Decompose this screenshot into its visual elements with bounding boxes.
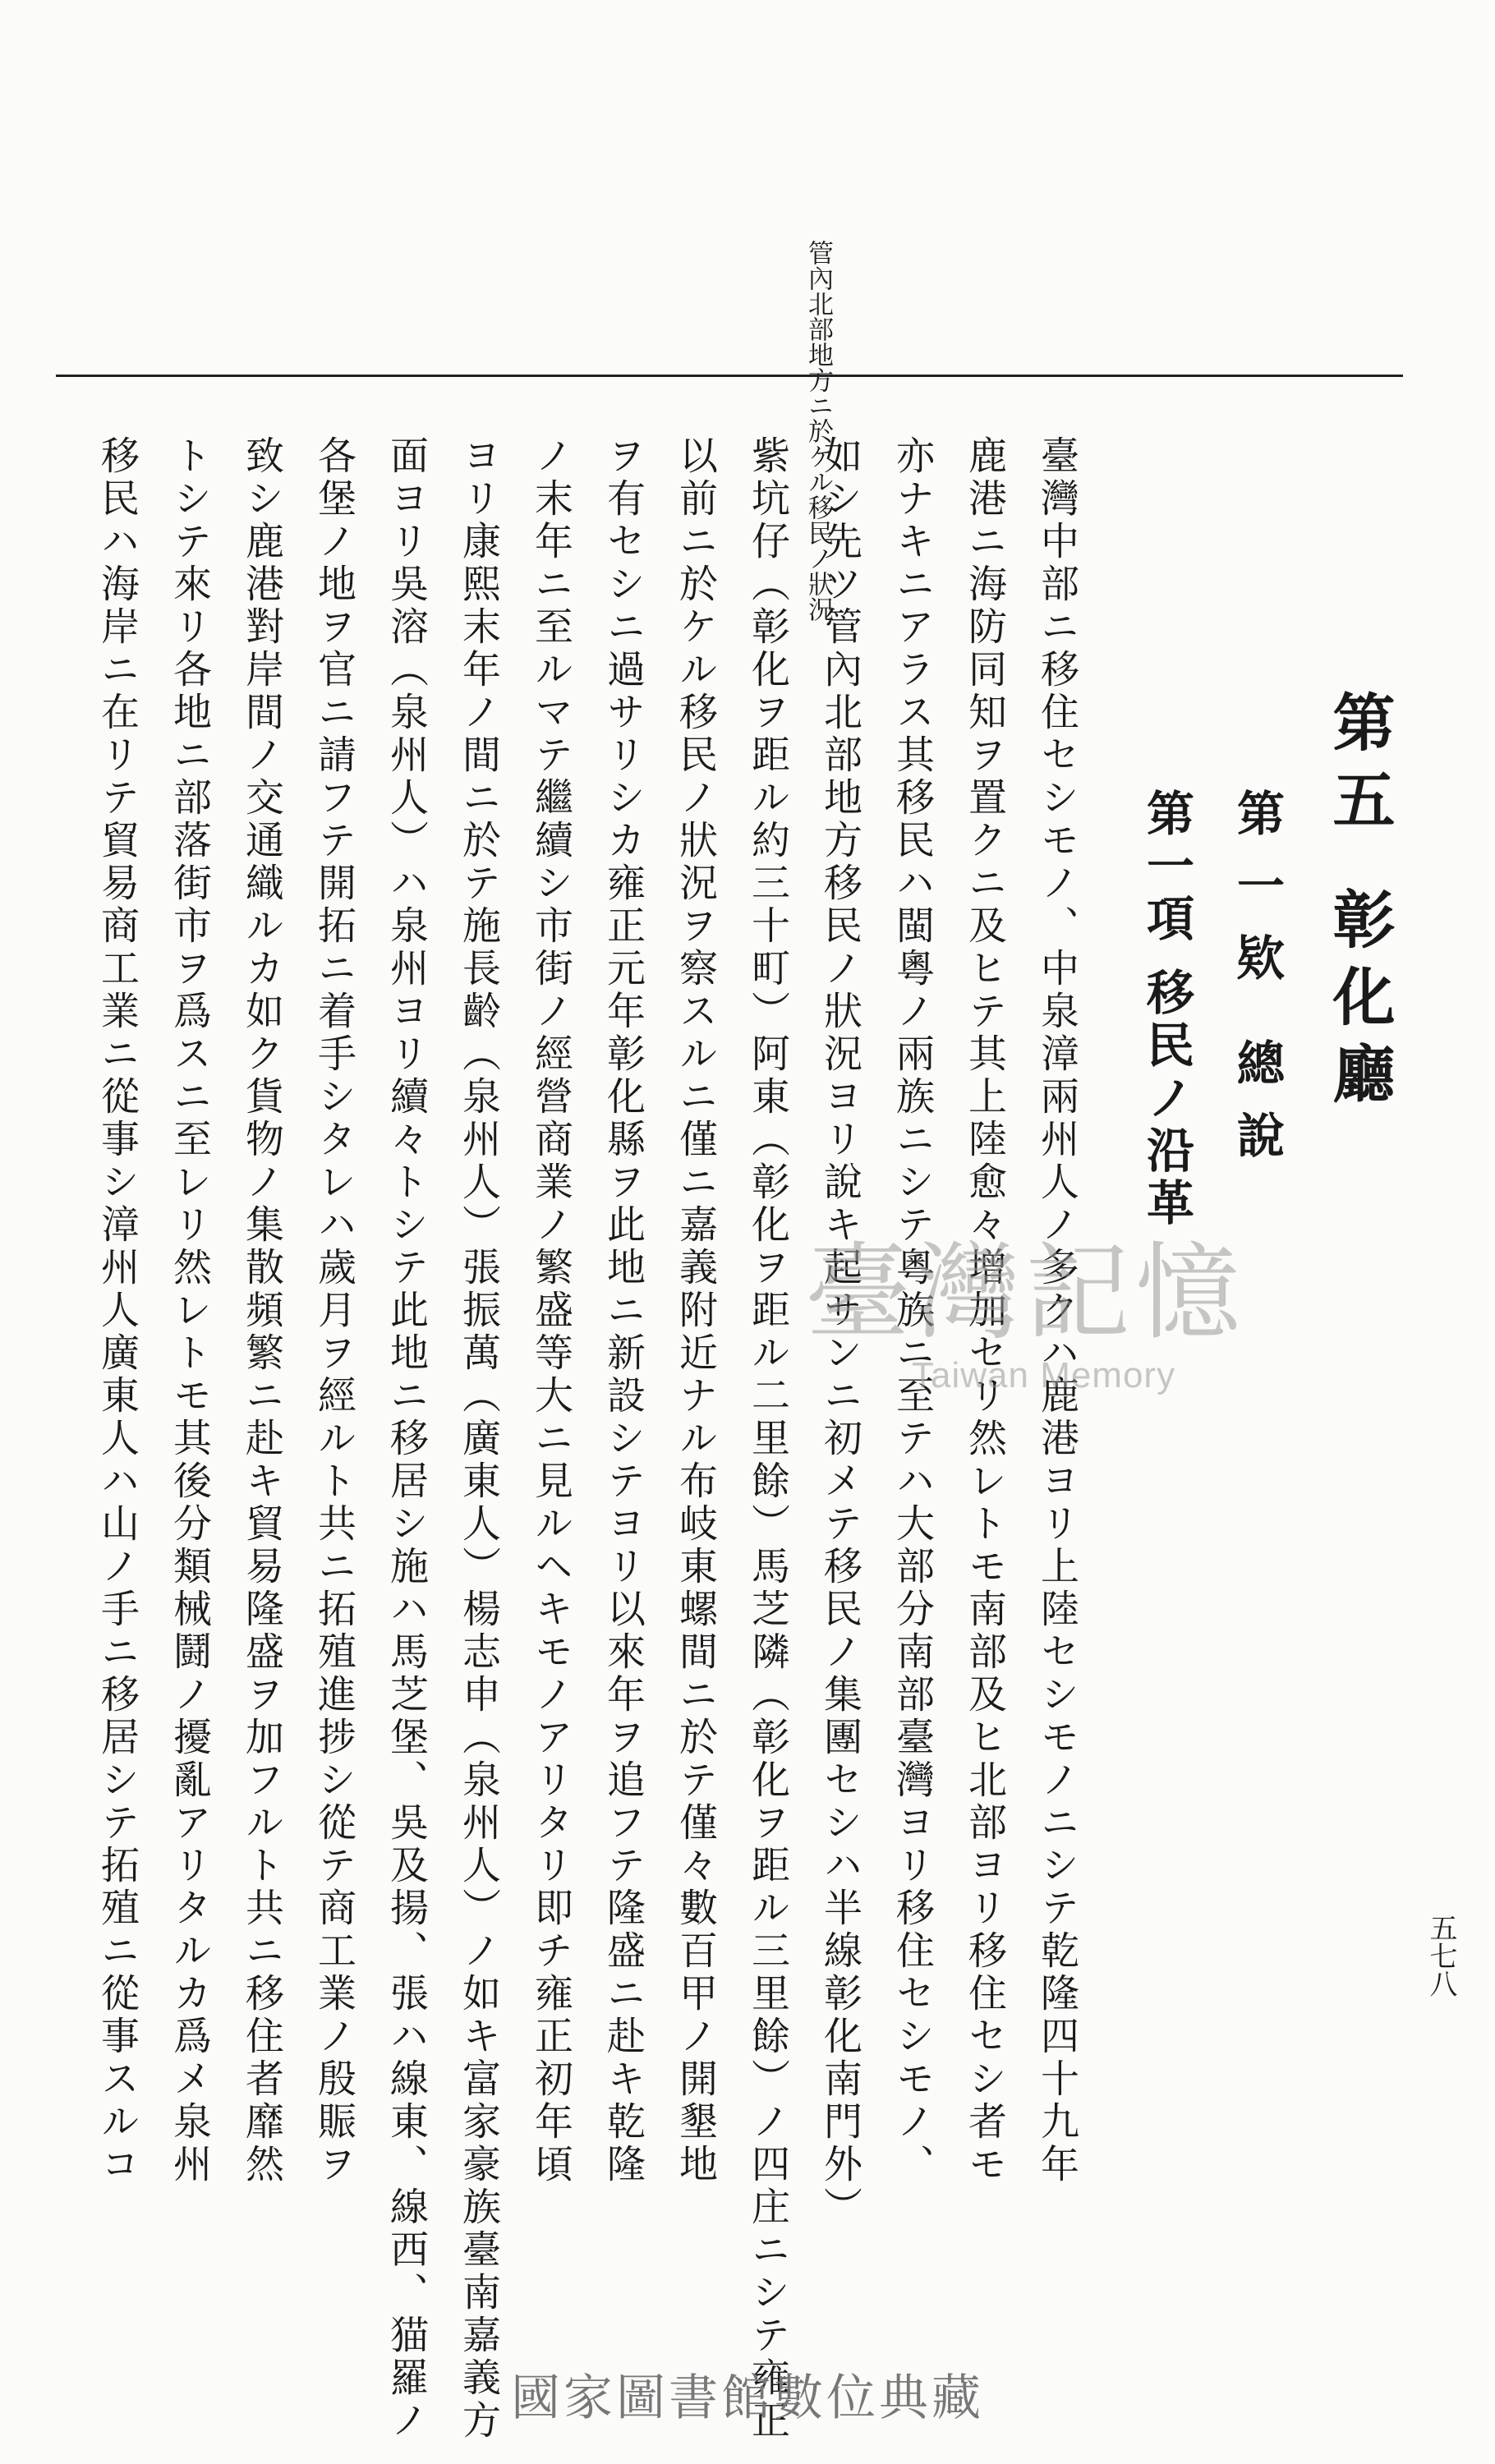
body-column: 面ヨリ吳溶（泉州人）ハ泉州ヨリ續々トシテ此地ニ移居シ施ハ馬芝堡、吳及揚、張ハ線東、線西、猫羅ノ <box>384 435 429 2443</box>
section-number: 第一欵 <box>1229 788 1285 1005</box>
body-column: 亦ナキニアラス其移民ハ閩粵ノ兩族ニシテ粵族ニ至テハ大部分南部臺灣ヨリ移住セシモノ、 <box>890 435 935 2186</box>
section-title: 總說 <box>1229 1038 1285 1183</box>
item-heading <box>1132 788 1201 1230</box>
watermark-chars: 臺灣記憶 <box>805 1232 1246 1354</box>
body-column: トシテ來リ各地ニ部落街市ヲ爲スニ至レリ然レトモ其後分類械鬪ノ擾亂アリタルカ爲メ泉州 <box>167 435 212 2186</box>
running-header: 管內北部地方ニ於ケル移民ノ狀況 <box>803 240 833 622</box>
item-number: 第一項 <box>1138 788 1194 946</box>
body-column: ノ末年ニ至ルマテ繼續シ市街ノ經營商業ノ繁盛等大ニ見ルヘキモノアリタリ即チ雍正初年頃 <box>528 435 573 2186</box>
item-title: 移民ノ沿革 <box>1138 968 1194 1230</box>
body-column: 臺灣中部ニ移住セシモノ、中泉漳兩州人ノ多クハ鹿港ヨリ上陸セシモノニシテ乾隆四十九年 <box>1034 435 1079 2186</box>
footer-caption: 國家圖書館數位典藏 <box>511 2370 984 2427</box>
body-column: 以前ニ於ケル移民ノ狀況ヲ察スルニ僅ニ嘉義附近ナル布岐東螺間ニ於テ僅々數百甲ノ開墾地 <box>673 435 718 2186</box>
chapter-title: 彰化廳 <box>1322 887 1396 1119</box>
body-column: 各堡ノ地ヲ官ニ請フテ開拓ニ着手シタレハ歲月ヲ經ルト共ニ拓殖進捗シ從テ商工業ノ殷賑ヲ <box>311 435 356 2186</box>
page-number: 五七八 <box>1424 1914 1457 1997</box>
watermark-text: Taiwan Memory <box>912 1355 1176 1395</box>
header-rule <box>56 375 1403 377</box>
chapter-heading <box>1314 690 1404 1119</box>
body-column: ヲ有セシニ過サリシカ雍正元年彰化縣ヲ此地ニ新設シテヨリ以來年ヲ追フテ隆盛ニ赴キ乾隆 <box>600 435 646 2186</box>
chapter-number: 第五 <box>1322 690 1396 844</box>
body-column: 鹿港ニ海防同知ヲ置クニ及ヒテ其上陸愈々增加セリ然レトモ南部及ヒ北部ヨリ移住セシ者モ <box>962 435 1007 2186</box>
body-column: 紫坑仔（彰化ヲ距ル約三十町）阿東（彰化ヲ距ル二里餘）馬芝隣（彰化ヲ距ル三里餘）ノ四庄ニシテ雍正 <box>745 435 790 2443</box>
body-column: 致シ鹿港對岸間ノ交通織ルカ如ク貨物ノ集散頻繁ニ赴キ貿易隆盛ヲ加フルト共ニ移住者靡然 <box>239 435 284 2186</box>
body-column: ヨリ康熙末年ノ間ニ於テ施長齡（泉州人）張振萬（廣東人）楊志申（泉州人）ノ如キ富家豪族臺南嘉義方 <box>456 435 501 2443</box>
body-column: 移民ハ海岸ニ在リテ貿易商工業ニ從事シ漳州人廣東人ハ山ノ手ニ移居シテ拓殖ニ從事スルコ <box>94 435 140 2186</box>
section-heading <box>1222 788 1291 1183</box>
body-column: 如シ先ツ管內北部地方移民ノ狀況ヨリ說キ起サンニ初メテ移民ノ集團セシハ半線彰化南門外） <box>817 435 862 2229</box>
